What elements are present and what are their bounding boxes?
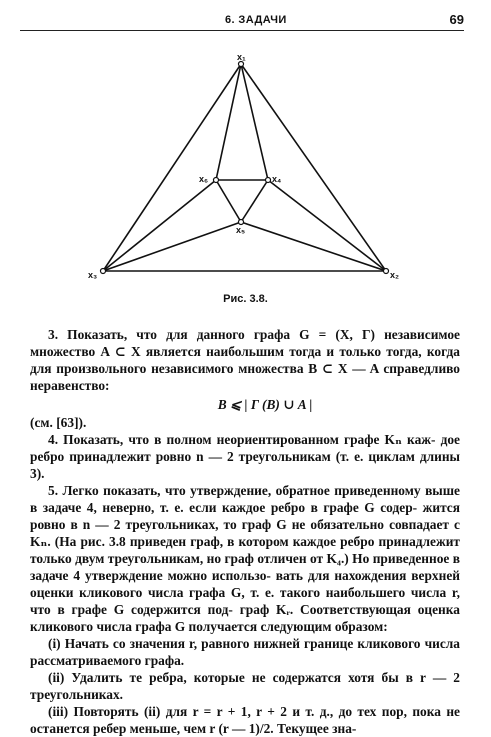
step-iii	[30, 703, 460, 737]
text-line: треугольниках.	[30, 687, 124, 702]
text-line: 3. Показать, что для данного графа G = (X, Γ) независимое	[48, 327, 460, 342]
vertex-label-x2: x₂	[390, 270, 400, 280]
edge-x1-x4	[241, 64, 268, 180]
vertex-label-x3: x₃	[88, 270, 98, 280]
vertex-x4	[266, 178, 271, 183]
reference: (см. [63]).	[30, 415, 87, 430]
graph-figure	[0, 40, 491, 290]
text-line: справедливо неравенство:	[30, 361, 460, 393]
body-text	[30, 326, 460, 737]
vertex-label-x6: x₆	[199, 174, 209, 184]
problem-3	[30, 326, 460, 394]
text-line: 5. Легко показать, что утверждение, обратное приведенному	[48, 483, 421, 498]
edge-x2-x5	[241, 222, 386, 271]
figure-caption: Рис. 3.8.	[223, 293, 268, 305]
edge-x4-x5	[241, 180, 268, 222]
edge-x3-x6	[103, 180, 216, 271]
vertex-x1	[239, 62, 244, 67]
edge-x1-x2	[241, 64, 386, 271]
vertex-x5	[239, 220, 244, 225]
text-line: множество A ⊂ X является наибольшим тогда и только тогда,	[30, 344, 422, 359]
problem-5	[30, 482, 460, 635]
text-line: от K₄.) Но приведенное в задаче 4 утверждение можно использо-	[30, 551, 460, 583]
edge-x2-x4	[268, 180, 386, 271]
running-header	[20, 14, 464, 31]
text-line: пока не останется ребер меньше, чем r (r — 1)/2. Текущее зна-	[30, 704, 460, 736]
text-line: жится ровно в n — 2 треугольниках, то граф G не обязательно	[30, 500, 460, 532]
vertex-label-x5: x₅	[236, 225, 246, 235]
vertex-x6	[214, 178, 219, 183]
edge-x1-x3	[103, 64, 241, 271]
text-line: получается следующим образом:	[188, 619, 388, 634]
text-line: вать для нахождения верхней оценки кликового числа графа G,	[30, 568, 460, 600]
text-line: дое ребро принадлежит ровно n — 2 треугольникам (т. е. циклам	[30, 432, 460, 464]
text-line: граф Kᵣ. Соответствующая оценка кликового числа графа G	[30, 602, 460, 634]
vertex-x2	[384, 269, 389, 274]
text-line: когда для произвольного независимого множества B ⊂ X — A	[30, 344, 460, 376]
text-line: выше в задаче 4, неверно, т. е. если каждое ребро в графе G содер-	[30, 483, 460, 515]
text-line: совпадает с Kₙ. (На рис. 3.8 приведен граф, в котором каждое	[30, 517, 460, 549]
vertex-label-x1: x₁	[237, 52, 246, 62]
inequality-formula: B ⩽ | Γ (B) ∪ A |	[217, 397, 313, 412]
step-i	[30, 635, 460, 669]
problem-4	[30, 431, 460, 482]
text-line: 4. Показать, что в полном неориентированном графе Kₙ каж-	[48, 432, 436, 447]
text-line: длины 3).	[30, 449, 460, 481]
text-line: (i) Начать со значения r, равного нижней границе кликового	[48, 636, 421, 651]
vertex-x3	[101, 269, 106, 274]
vertex-label-x4: x₄	[272, 174, 282, 184]
step-ii	[30, 669, 460, 703]
text-line: т. е. такого наибольшего числа r, что в графе G содержится под-	[30, 585, 460, 617]
page-number: 69	[449, 12, 464, 27]
edge-x3-x5	[103, 222, 241, 271]
text-line: (iii) Повторять (ii) для r = r + 1, r + 2 и т. д., до тех пор,	[48, 704, 407, 719]
text-line: ребро принадлежит только двум треугольникам, но граф отличен	[30, 534, 460, 566]
edge-x6-x5	[216, 180, 241, 222]
text-line: (ii) Удалить те ребра, которые не содержатся хотя бы в r — 2	[48, 670, 460, 685]
chapter-title: 6. ЗАДАЧИ	[225, 14, 287, 26]
text-line: числа рассматриваемого графа.	[30, 636, 460, 668]
